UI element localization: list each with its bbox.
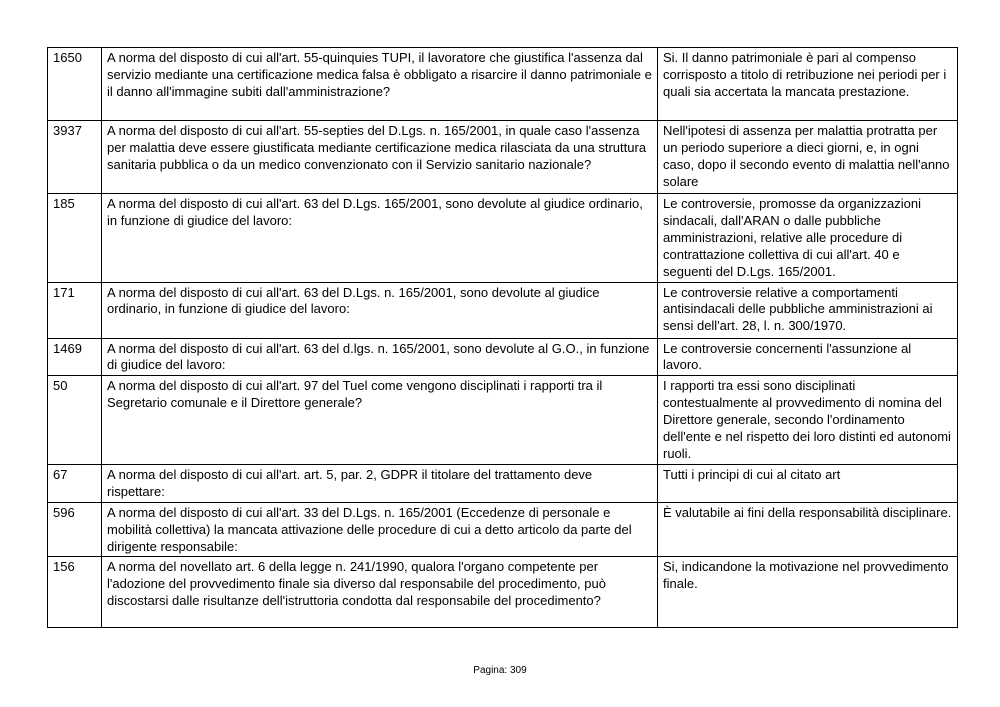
question-id-cell: 1650 — [48, 48, 102, 121]
answer-cell: Le controversie relative a comportamenti antisindacali delle pubbliche amministrazioni ai sensi dell'art. 28, l. n. 300/1970. — [658, 282, 958, 338]
table-row — [48, 502, 958, 557]
question-cell: A norma del disposto di cui all'art. 33 del D.Lgs. n. 165/2001 (Eccedenze di personale e mobilità collettiva) la mancata attivazione delle procedure di cui a detto articolo da parte del dirigente responsabile: — [102, 502, 658, 557]
question-id-cell: 171 — [48, 282, 102, 338]
table-row — [48, 48, 958, 121]
table-row — [48, 557, 958, 628]
answer-cell: Si. Il danno patrimoniale è pari al compenso corrisposto a titolo di retribuzione nei periodi per i quali sia accertata la mancata prestazione. — [658, 48, 958, 121]
answer-cell: Le controversie concernenti l'assunzione al lavoro. — [658, 338, 958, 376]
table-row — [48, 282, 958, 338]
question-cell: A norma del disposto di cui all'art. 97 del Tuel come vengono disciplinati i rapporti tra il Segretario comunale e il Direttore generale? — [102, 376, 658, 465]
answer-cell: Tutti i principi di cui al citato art — [658, 464, 958, 502]
answer-cell: È valutabile ai fini della responsabilità disciplinare. — [658, 502, 958, 557]
table-row — [48, 194, 958, 283]
question-cell: A norma del novellato art. 6 della legge n. 241/1990, qualora l'organo competente per l'adozione del provvedimento finale sia diverso dal responsabile del procedimento, può discostarsi dalle risultanze dell'istruttoria condotta dal responsabile del procedimento? — [102, 557, 658, 628]
question-id-cell: 67 — [48, 464, 102, 502]
table-row — [48, 464, 958, 502]
question-id-cell: 185 — [48, 194, 102, 283]
answer-cell: Si, indicandone la motivazione nel provvedimento finale. — [658, 557, 958, 628]
question-id-cell: 1469 — [48, 338, 102, 376]
question-cell: A norma del disposto di cui all'art. 63 del D.Lgs. n. 165/2001, sono devolute al giudice ordinario, in funzione di giudice del lavoro: — [102, 282, 658, 338]
table-row — [48, 338, 958, 376]
answer-cell: I rapporti tra essi sono disciplinati contestualmente al provvedimento di nomina del Direttore generale, secondo l'ordinamento dell'ente e nel rispetto dei loro distinti ed autonomi ruoli. — [658, 376, 958, 465]
table-row — [48, 121, 958, 194]
question-cell: A norma del disposto di cui all'art. art. 5, par. 2, GDPR il titolare del trattamento deve rispettare: — [102, 464, 658, 502]
question-cell: A norma del disposto di cui all'art. 63 del D.Lgs. 165/2001, sono devolute al giudice ordinario, in funzione di giudice del lavoro: — [102, 194, 658, 283]
question-cell: A norma del disposto di cui all'art. 55-septies del D.Lgs. n. 165/2001, in quale caso l'assenza per malattia deve essere giustificata mediante certificazione medica rilasciata da una struttura sanitaria pubblica o da un medico convenzionato con il Servizio sanitario nazionale? — [102, 121, 658, 194]
question-id-cell: 596 — [48, 502, 102, 557]
question-cell: A norma del disposto di cui all'art. 63 del d.lgs. n. 165/2001, sono devolute al G.O., in funzione di giudice del lavoro: — [102, 338, 658, 376]
question-id-cell: 3937 — [48, 121, 102, 194]
answer-cell: Le controversie, promosse da organizzazioni sindacali, dall'ARAN o dalle pubbliche amministrazioni, relative alle procedure di contrattazione collettiva di cui all'art. 40 e seguenti del D.Lgs. 165/2001. — [658, 194, 958, 283]
question-cell: A norma del disposto di cui all'art. 55-quinquies TUPI, il lavoratore che giustifica l'assenza dal servizio mediante una certificazione medica falsa è obbligato a risarcire il danno patrimoniale e il danno all'immagine subiti dall'amministrazione? — [102, 48, 658, 121]
question-answer-table — [47, 47, 958, 628]
question-id-cell: 50 — [48, 376, 102, 465]
page-number: Pagina: 309 — [473, 665, 527, 676]
table-row — [48, 376, 958, 465]
answer-cell: Nell'ipotesi di assenza per malattia protratta per un periodo superiore a dieci giorni, e, in ogni caso, dopo il secondo evento di malattia nell'anno solare — [658, 121, 958, 194]
question-id-cell: 156 — [48, 557, 102, 628]
